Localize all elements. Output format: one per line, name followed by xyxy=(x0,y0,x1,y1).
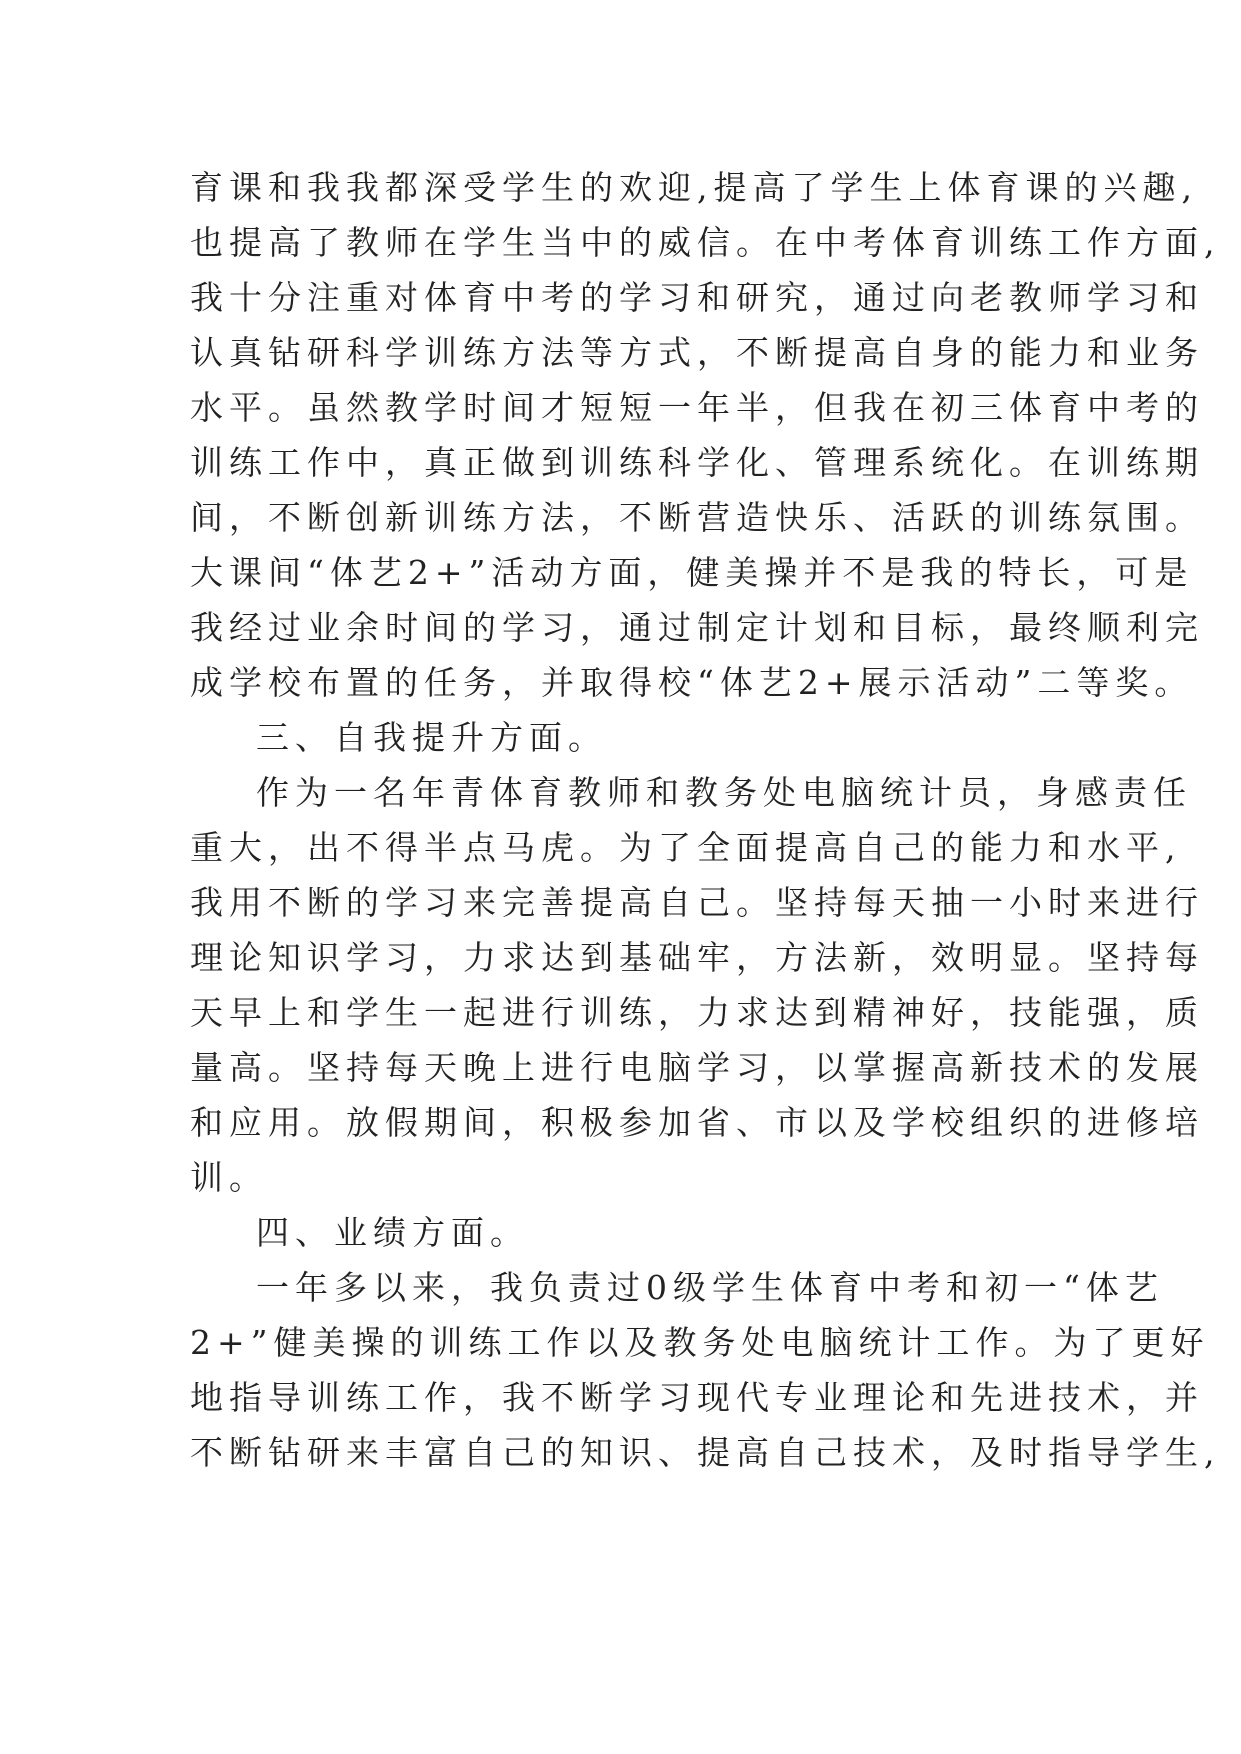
text-line: 我用不断的学习来完善提高自己。坚持每天抽一小时来进行 xyxy=(190,883,1204,922)
text-line: 也提高了教师在学生当中的威信。在中考体育训练工作方面, xyxy=(190,223,1221,262)
text-line: 育课和我我都深受学生的欢迎,提高了学生上体育课的兴趣, xyxy=(190,168,1198,207)
body-text xyxy=(190,160,1221,1480)
text-line: 成学校布置的任务，并取得校“体艺2+展示活动”二等奖。 xyxy=(190,663,1194,702)
text-line: 重大，出不得半点马虎。为了全面提高自己的能力和水平, xyxy=(190,828,1182,867)
text-line: 水平。虽然教学时间才短短一年半，但我在初三体育中考的 xyxy=(190,388,1204,427)
text-line: 训练工作中，真正做到训练科学化、管理系统化。在训练期 xyxy=(190,443,1204,482)
paragraph-start-line: 一年多以来，我负责过0级学生体育中考和初一“体艺 xyxy=(256,1268,1164,1307)
text-line: 我十分注重对体育中考的学习和研究，通过向老教师学习和 xyxy=(190,278,1204,317)
text-line: 天早上和学生一起进行训练，力求达到精神好，技能强，质 xyxy=(190,993,1204,1032)
text-line: 地指导训练工作，我不断学习现代专业理论和先进技术，并 xyxy=(190,1378,1204,1417)
text-line: 大课间“体艺2+”活动方面，健美操并不是我的特长，可是 xyxy=(190,553,1194,592)
text-line: 理论知识学习，力求达到基础牢，方法新，效明显。坚持每 xyxy=(190,938,1204,977)
text-line: 不断钻研来丰富自己的知识、提高自己技术，及时指导学生, xyxy=(190,1433,1221,1472)
text-line: 我经过业余时间的学习，通过制定计划和目标，最终顺利完 xyxy=(190,608,1204,647)
text-line: 2+”健美操的训练工作以及教务处电脑统计工作。为了更好 xyxy=(190,1323,1210,1362)
section-heading: 三、自我提升方面。 xyxy=(256,718,607,757)
text-line: 间，不断创新训练方法，不断营造快乐、活跃的训练氛围。 xyxy=(190,498,1204,537)
section-heading: 四、业绩方面。 xyxy=(256,1213,529,1252)
text-line: 量高。坚持每天晚上进行电脑学习，以掌握高新技术的发展 xyxy=(190,1048,1204,1087)
text-line: 认真钻研科学训练方法等方式，不断提高自身的能力和业务 xyxy=(190,333,1204,372)
paragraph-start-line: 作为一名年青体育教师和教务处电脑统计员，身感责任 xyxy=(256,773,1192,812)
text-line: 和应用。放假期间，积极参加省、市以及学校组织的进修培 xyxy=(190,1103,1204,1142)
text-line: 训。 xyxy=(190,1158,268,1197)
